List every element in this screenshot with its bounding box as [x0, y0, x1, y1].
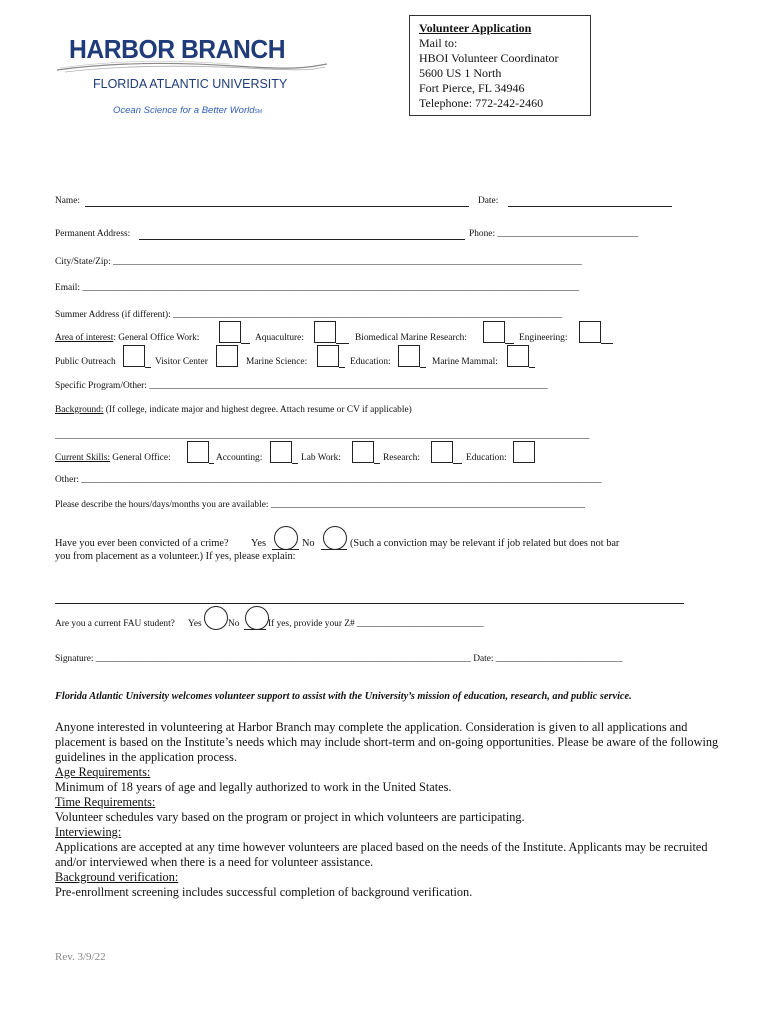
marine-mammal-label: Marine Mammal:: [432, 357, 498, 367]
logo: [55, 30, 335, 120]
background-instructions: (If college, indicate major and highest degree. Attach resume or CV if applicable): [105, 405, 412, 415]
background-verification-heading: Background verification:: [55, 870, 179, 884]
general-office-label: General Office:: [112, 453, 171, 463]
marine-science-label: Marine Science:: [246, 357, 308, 367]
background-verification-text: Pre-enrollment screening includes successful completion of background verification.: [55, 885, 473, 899]
summer-address-field[interactable]: Summer Address (if different): ___________________________________________________________________________________: [55, 310, 563, 320]
fau-no-label: No: [228, 619, 240, 629]
education-interest-checkbox[interactable]: [398, 345, 420, 367]
name-label: Name:: [55, 196, 80, 206]
time-text: Volunteer schedules vary based on the program or project in which volunteers are participating.: [55, 810, 525, 824]
blank-line: [336, 343, 349, 344]
conviction-explain-label: you from placement as a volunteer.) If yes, please explain:: [55, 551, 296, 562]
conviction-note: (Such a conviction may be relevant if job related but does not bar: [350, 538, 620, 549]
blank-line: [241, 343, 250, 344]
accounting-checkbox[interactable]: [270, 441, 292, 463]
age-text: Minimum of 18 years of age and legally authorized to work in the United States.: [55, 780, 452, 794]
background-row: [55, 405, 412, 415]
blank-line: [601, 343, 613, 344]
logo-tagline-mark: SM: [254, 109, 263, 115]
logo-wave-icon: [55, 60, 330, 74]
general-office-work-checkbox[interactable]: [219, 321, 241, 343]
blank-line: [529, 367, 535, 368]
city-state-zip-field[interactable]: City/State/Zip: ____________________________________________________________________________________________________: [55, 257, 582, 267]
blank-line: [244, 629, 266, 630]
other-field[interactable]: Other: _______________________________________________________________________________________________________________: [55, 475, 602, 485]
blank-line: [453, 463, 462, 464]
revision-date: Rev. 3/9/22: [55, 951, 106, 963]
conviction-explain-field[interactable]: [55, 603, 684, 604]
info-intro: Anyone interested in volunteering at Harbor Branch may complete the application. Consideration is given to all applications and placement is based on the Institute’s needs which may include short-term and on-going opportunities. Please be aware of the following guidelines in the application process.: [55, 720, 719, 764]
mission-statement: Florida Atlantic University welcomes volunteer support to assist with the University’s mission of education, research, and public service.: [55, 691, 632, 702]
conviction-no-radio[interactable]: [323, 526, 347, 550]
permanent-address-label: Permanent Address:: [55, 229, 131, 239]
fau-yes-label: Yes: [188, 619, 202, 629]
public-outreach-checkbox[interactable]: [123, 345, 145, 367]
research-label: Research:: [383, 453, 420, 463]
aquaculture-checkbox[interactable]: [314, 321, 336, 343]
conviction-yes-radio[interactable]: [274, 526, 298, 550]
blank-line: [272, 549, 299, 550]
area-of-interest-label: Area of interest: [55, 333, 114, 343]
interview-heading: Interviewing:: [55, 825, 122, 839]
background-field[interactable]: __________________________________________________________________________________________________________________: [55, 431, 590, 441]
city-address: Fort Pierce, FL 34946: [419, 81, 525, 95]
logo-tagline: Ocean Science for a Better World: [113, 105, 255, 116]
name-field[interactable]: [85, 206, 469, 207]
blank-line: [420, 367, 426, 368]
fau-no-radio[interactable]: [245, 606, 269, 630]
availability-field[interactable]: Please describe the hours/days/months you are available: ___________________________________________________________________: [55, 500, 585, 510]
application-title: Volunteer Application: [419, 21, 532, 35]
general-office-checkbox[interactable]: [187, 441, 209, 463]
contact-phone: Telephone: 772-242-2460: [419, 96, 544, 110]
date-label: Date:: [478, 196, 499, 206]
blank-line: [374, 463, 380, 464]
engineering-checkbox[interactable]: [579, 321, 601, 343]
conviction-no-label: No: [302, 538, 315, 549]
aquaculture-label: Aquaculture:: [255, 333, 304, 343]
accounting-label: Accounting:: [216, 453, 263, 463]
engineering-label: Engineering:: [519, 333, 568, 343]
blank-line: [209, 463, 214, 464]
biomedical-checkbox[interactable]: [483, 321, 505, 343]
conviction-question: Have you ever been convicted of a crime?: [55, 538, 229, 549]
contact-box: [409, 15, 591, 116]
recipient: HBOI Volunteer Coordinator: [419, 51, 559, 65]
date-field[interactable]: [508, 206, 672, 207]
skills-education-checkbox[interactable]: [513, 441, 535, 463]
blank-line: [292, 463, 298, 464]
logo-org-name: HARBOR BRANCH: [69, 34, 286, 64]
marine-mammal-checkbox[interactable]: [507, 345, 529, 367]
mail-to-label: Mail to:: [419, 36, 458, 50]
lab-work-label: Lab Work:: [301, 453, 341, 463]
blank-line: [339, 367, 345, 368]
interview-text: Applications are accepted at any time however volunteers are placed based on the needs of the Institute. Applicants may be recruited and/or interviewed when there is a need for volunteer assistance.: [55, 840, 708, 869]
current-skills-label: Current Skills:: [55, 453, 110, 463]
phone-label[interactable]: Phone: ______________________________: [469, 229, 639, 239]
research-checkbox[interactable]: [431, 441, 453, 463]
marine-science-checkbox[interactable]: [317, 345, 339, 367]
street-address: 5600 US 1 North: [419, 66, 502, 80]
permanent-address-field[interactable]: [139, 239, 465, 240]
biomedical-label: Biomedical Marine Research:: [355, 333, 467, 343]
conviction-yes-label: Yes: [251, 538, 266, 549]
signature-field[interactable]: Signature: ________________________________________________________________________________ Date: ___________________________: [55, 654, 623, 664]
education-interest-label: Education:: [350, 357, 391, 367]
blank-line: [145, 367, 151, 368]
z-number-field[interactable]: If yes, provide your Z# ___________________________: [268, 619, 484, 629]
blank-line: [505, 343, 514, 344]
current-skills-row: [55, 453, 171, 463]
lab-work-checkbox[interactable]: [352, 441, 374, 463]
logo-university: FLORIDA ATLANTIC UNIVERSITY: [93, 77, 288, 91]
fau-student-question: Are you a current FAU student?: [55, 619, 175, 629]
visitor-center-label: Visitor Center: [155, 357, 208, 367]
blank-line: [321, 549, 347, 550]
specific-program-field[interactable]: Specific Program/Other: _____________________________________________________________________________________: [55, 381, 548, 391]
visitor-center-checkbox[interactable]: [216, 345, 238, 367]
time-heading: Time Requirements:: [55, 795, 156, 809]
skills-education-label: Education:: [466, 453, 507, 463]
email-field[interactable]: Email: __________________________________________________________________________________________________________: [55, 283, 580, 293]
public-outreach-label: Public Outreach: [55, 357, 116, 367]
age-heading: Age Requirements:: [55, 765, 151, 779]
logo-tagline-wrap: [113, 100, 262, 118]
fau-yes-radio[interactable]: [204, 606, 228, 630]
general-office-work-label: : General Office Work:: [113, 333, 200, 343]
background-label: Background:: [55, 405, 104, 415]
area-of-interest-row: [55, 333, 199, 343]
